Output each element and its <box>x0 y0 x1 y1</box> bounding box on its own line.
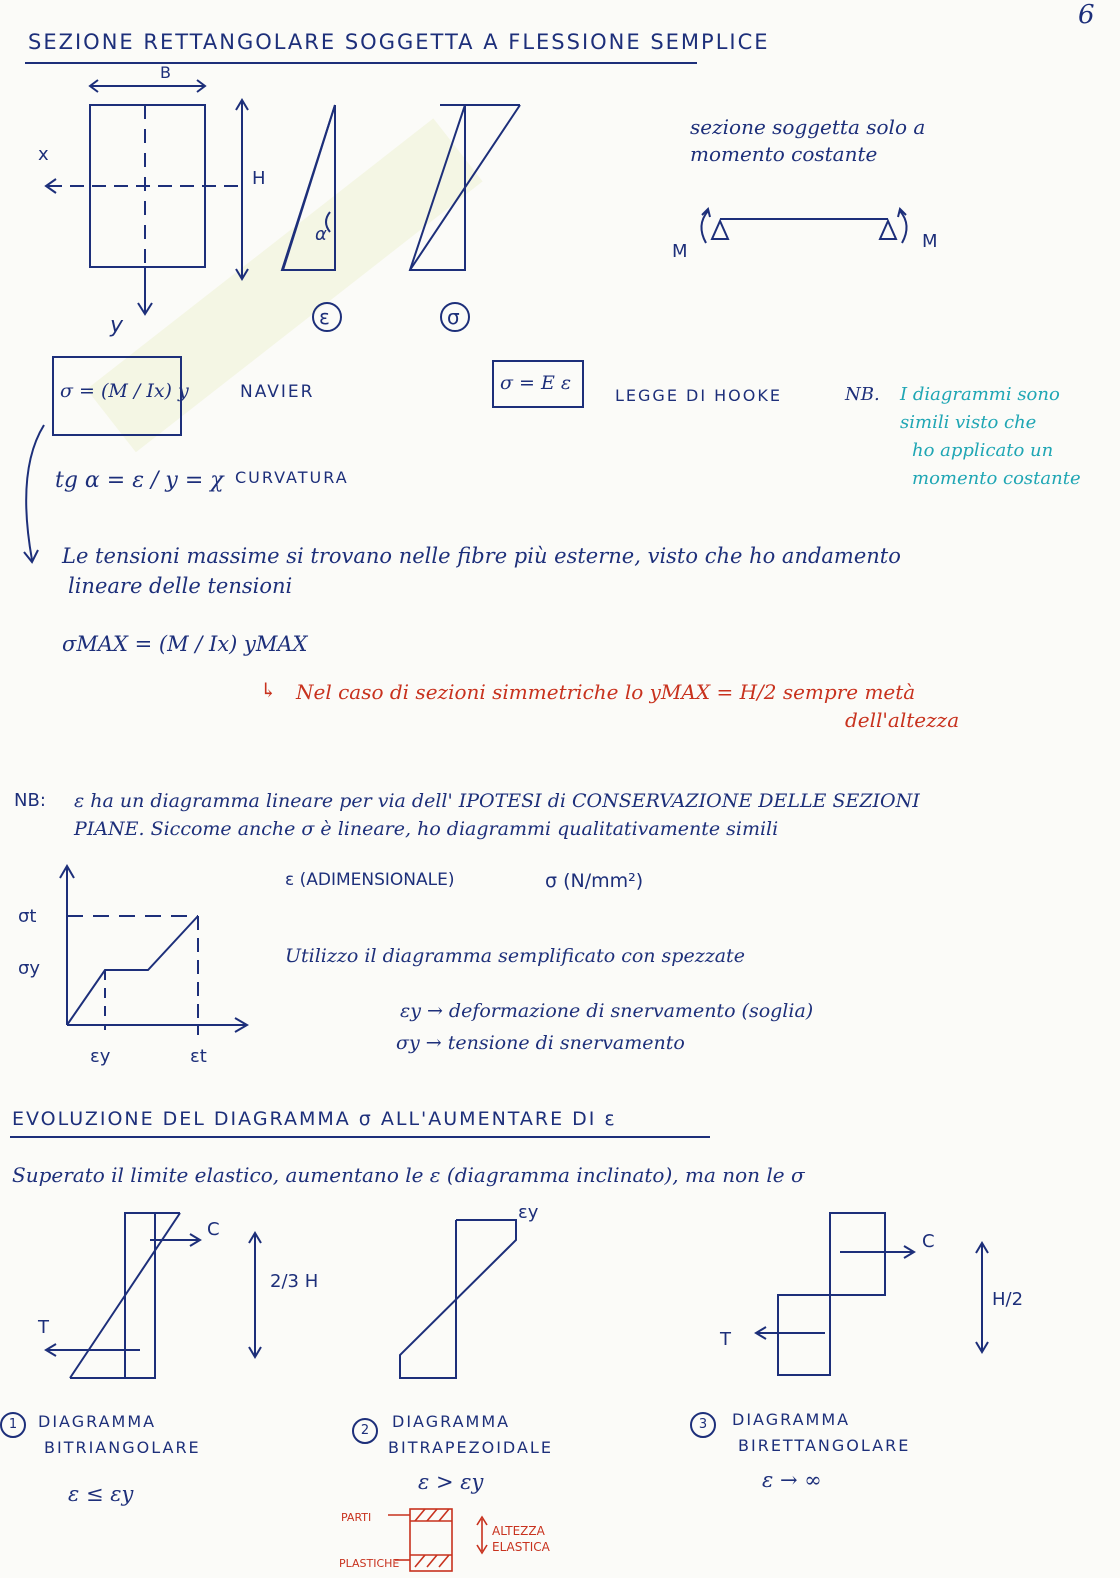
label-eps: ε <box>319 305 330 329</box>
page-title: SEZIONE RETTANGOLARE SOGGETTA A FLESSIONE SEMPLICE <box>28 30 770 54</box>
bottom-label4: ELASTICA <box>492 1540 550 1554</box>
tensions-line1: Le tensioni massime si trovano nelle fibre più esterne, visto che ho andamento <box>62 544 901 568</box>
nb2-line1: ε ha un diagramma lineare per via dell' IPOTESI di CONSERVAZIONE DELLE SEZIONI <box>74 790 920 812</box>
section2-intro: Superato il limite elastico, aumentano le ε (diagramma inclinato), ma non le σ <box>12 1163 805 1187</box>
section2-underline <box>10 1136 710 1138</box>
nb-cyan-prefix: NB. <box>845 384 880 405</box>
page-number: 6 <box>1078 0 1095 30</box>
graph-sigma-t: σt <box>18 906 37 927</box>
side-note-line2: momento costante <box>690 142 878 166</box>
d1-h: 2/3 H <box>270 1271 319 1292</box>
d1-c: C <box>207 1219 220 1240</box>
hooke-label: LEGGE DI HOOKE <box>615 386 782 405</box>
diagram-bitriangular <box>30 1205 320 1385</box>
d3-num: 3 <box>690 1412 716 1438</box>
nb-cyan-line2: simili visto che <box>900 412 1037 433</box>
curved-arrow <box>14 420 54 570</box>
d2-name1: DIAGRAMMA <box>392 1412 511 1431</box>
bottom-label1: PARTI <box>341 1511 372 1524</box>
nb-cyan-line4: momento costante <box>912 468 1081 489</box>
graph-sigma-y: σy <box>18 958 41 979</box>
section-figure <box>30 60 550 350</box>
d3-name2: BIRETTANGOLARE <box>738 1436 911 1455</box>
d3-t: T <box>720 1329 731 1350</box>
label-alpha: α <box>315 224 327 245</box>
moment-right: M <box>922 231 938 252</box>
hooke-formula: σ = E ε <box>500 372 572 394</box>
d3-name1: DIAGRAMMA <box>732 1410 851 1429</box>
section2-title: EVOLUZIONE DEL DIAGRAMMA σ ALL'AUMENTARE DI ε <box>12 1108 617 1130</box>
diagram-birectangular <box>700 1205 1060 1385</box>
side-note-line1: sezione soggetta solo a <box>690 115 926 139</box>
label-y: y <box>110 313 124 338</box>
d3-h: H/2 <box>992 1289 1024 1310</box>
tensions-line2: lineare delle tensioni <box>68 574 293 598</box>
d1-num: 1 <box>0 1412 26 1438</box>
red-note-line2: dell'altezza <box>845 708 960 732</box>
graph-eps-t: εt <box>190 1046 207 1067</box>
diagram-bitrapezoidal <box>380 1200 560 1390</box>
graph-sigma-unit: σ (N/mm²) <box>545 870 644 892</box>
nb2-line2: PIANE. Siccome anche σ è lineare, ho diagrammi qualitativamente simili <box>74 818 779 840</box>
d2-name2: BITRAPEZOIDALE <box>388 1438 553 1457</box>
d3-cond: ε → ∞ <box>762 1468 822 1492</box>
graph-eps-y: εy <box>90 1046 111 1067</box>
navier-label: NAVIER <box>240 382 315 402</box>
bottom-label2: PLASTICHE <box>339 1557 400 1570</box>
graph-def1: εy → deformazione di snervamento (soglia) <box>400 1000 814 1022</box>
nb2-prefix: NB: <box>14 790 46 811</box>
moment-left: M <box>672 241 688 262</box>
graph-def2: σy → tensione di snervamento <box>396 1032 685 1054</box>
d2-top: εy <box>518 1202 539 1223</box>
d2-cond: ε > εy <box>418 1470 484 1494</box>
curvature-formula: tg α = ε / y = χ <box>55 468 224 493</box>
d1-cond: ε ≤ εy <box>68 1482 134 1506</box>
sigma-max-formula: σMAX = (M / Ix) yMAX <box>62 632 308 656</box>
d3-c: C <box>922 1231 935 1252</box>
nb-cyan-line1: I diagrammi sono <box>900 384 1060 405</box>
red-note-line1: Nel caso di sezioni simmetriche lo yMAX = H/2 sempre metà <box>296 680 916 704</box>
bottom-red-sketch <box>335 1505 575 1575</box>
d2-num: 2 <box>352 1418 378 1444</box>
bottom-label3: ALTEZZA <box>492 1524 545 1538</box>
d1-t: T <box>38 1317 49 1338</box>
stress-strain-graph <box>10 860 270 1070</box>
d1-name1: DIAGRAMMA <box>38 1412 157 1431</box>
label-b: B <box>160 63 171 82</box>
label-sigma: σ <box>447 305 460 329</box>
red-note-arrow: ↳ <box>260 678 277 702</box>
nb-cyan-line3: ho applicato un <box>912 440 1054 461</box>
label-x: x <box>38 144 49 165</box>
navier-formula: σ = (M / Ix) y <box>60 380 189 402</box>
curvature-label: CURVATURA <box>235 468 349 487</box>
d1-name2: BITRIANGOLARE <box>44 1438 201 1457</box>
label-h: H <box>252 168 266 189</box>
graph-desc: Utilizzo il diagramma semplificato con spezzate <box>285 945 745 967</box>
graph-eps-unit: ε (ADIMENSIONALE) <box>285 870 455 890</box>
beam-sketch <box>670 205 950 265</box>
